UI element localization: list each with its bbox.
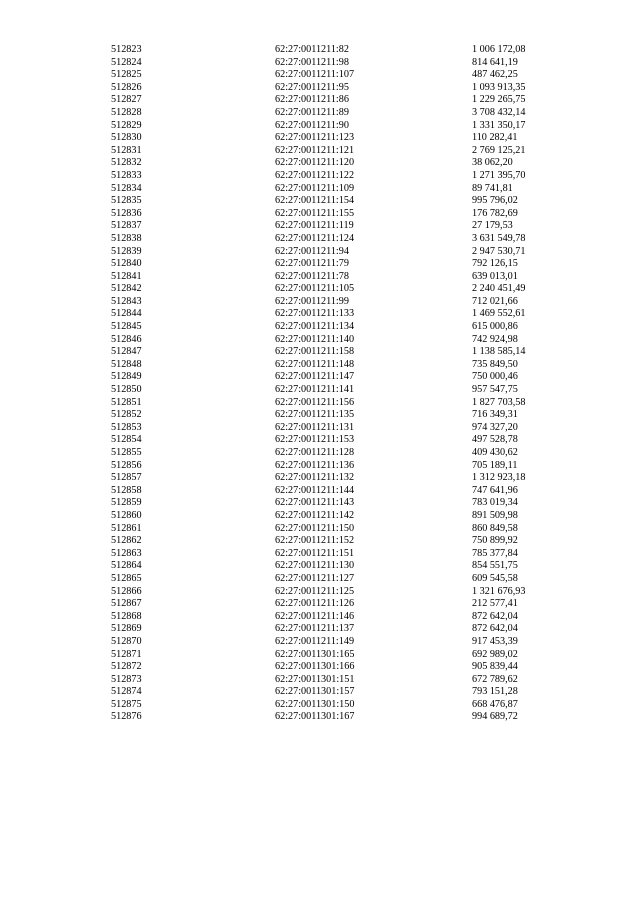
table-row (111, 233, 591, 246)
row-number-cell: 512826 (111, 81, 142, 93)
row-number-cell: 512848 (111, 358, 142, 370)
row-number-cell: 512856 (111, 459, 142, 471)
cadastral-number-cell: 62:27:0011211:122 (275, 169, 355, 181)
cadastral-value-cell: 891 509,98 (472, 509, 518, 521)
row-number-cell: 512868 (111, 610, 142, 622)
row-number-cell: 512864 (111, 560, 142, 572)
cadastral-value-table (111, 44, 591, 724)
row-number-cell: 512855 (111, 447, 142, 458)
cadastral-number-cell: 62:27:0011301:166 (275, 661, 355, 673)
table-row (111, 384, 591, 397)
cadastral-value-cell: 872 642,04 (472, 623, 518, 635)
row-number-cell: 512860 (111, 509, 142, 521)
row-number-cell: 512851 (111, 396, 142, 408)
cadastral-number-cell: 62:27:0011211:153 (275, 434, 355, 446)
row-number-cell: 512854 (111, 434, 142, 446)
cadastral-value-cell: 487 462,25 (472, 69, 518, 81)
row-number-cell: 512857 (111, 472, 142, 484)
cadastral-number-cell: 62:27:0011211:152 (275, 535, 355, 547)
cadastral-number-cell: 62:27:0011211:140 (275, 333, 355, 345)
table-row (111, 598, 591, 611)
cadastral-value-cell: 110 282,41 (472, 132, 518, 144)
cadastral-value-cell: 1 271 395,70 (472, 169, 526, 181)
table-row (111, 57, 591, 70)
cadastral-number-cell: 62:27:0011211:105 (275, 283, 355, 295)
table-row (111, 611, 591, 624)
row-number-cell: 512829 (111, 119, 142, 131)
cadastral-number-cell: 62:27:0011211:141 (275, 384, 355, 396)
table-row (111, 321, 591, 334)
cadastral-number-cell: 62:27:0011211:148 (275, 358, 355, 370)
table-row (111, 472, 591, 485)
table-row (111, 94, 591, 107)
row-number-cell: 512861 (111, 522, 142, 534)
cadastral-number-cell: 62:27:0011211:131 (275, 421, 355, 433)
table-row (111, 573, 591, 586)
table-row (111, 560, 591, 573)
cadastral-value-cell: 1 138 585,14 (472, 346, 526, 358)
table-row (111, 44, 591, 57)
table-row (111, 371, 591, 384)
cadastral-number-cell: 62:27:0011301:157 (275, 686, 355, 698)
row-number-cell: 512849 (111, 371, 142, 383)
cadastral-value-cell: 609 545,58 (472, 572, 518, 584)
cadastral-value-cell: 742 924,98 (472, 333, 518, 345)
table-row (111, 334, 591, 347)
cadastral-value-cell: 27 179,53 (472, 220, 513, 232)
cadastral-number-cell: 62:27:0011211:89 (275, 106, 349, 118)
table-row (111, 535, 591, 548)
cadastral-value-cell: 1 006 172,08 (472, 44, 526, 55)
table-row (111, 711, 591, 724)
row-number-cell: 512838 (111, 232, 142, 244)
cadastral-number-cell: 62:27:0011211:156 (275, 396, 355, 408)
table-row (111, 69, 591, 82)
table-row (111, 246, 591, 259)
row-number-cell: 512859 (111, 497, 142, 509)
row-number-cell: 512870 (111, 635, 142, 647)
cadastral-value-cell: 735 849,50 (472, 358, 518, 370)
cadastral-value-cell: 1 827 703,58 (472, 396, 526, 408)
table-row (111, 258, 591, 271)
row-number-cell: 512867 (111, 598, 142, 610)
table-row (111, 220, 591, 233)
cadastral-value-cell: 793 151,28 (472, 686, 518, 698)
table-row (111, 422, 591, 435)
cadastral-value-cell: 1 229 265,75 (472, 94, 526, 106)
row-number-cell: 512869 (111, 623, 142, 635)
table-row (111, 132, 591, 145)
table-row (111, 195, 591, 208)
cadastral-number-cell: 62:27:0011211:128 (275, 447, 355, 458)
row-number-cell: 512833 (111, 169, 142, 181)
cadastral-value-cell: 38 062,20 (472, 157, 513, 169)
cadastral-number-cell: 62:27:0011211:94 (275, 245, 349, 257)
row-number-cell: 512876 (111, 711, 142, 723)
cadastral-value-cell: 957 547,75 (472, 384, 518, 396)
row-number-cell: 512844 (111, 308, 142, 320)
cadastral-value-cell: 783 019,34 (472, 497, 518, 509)
row-number-cell: 512875 (111, 698, 142, 710)
cadastral-value-cell: 1 321 676,93 (472, 585, 526, 597)
cadastral-number-cell: 62:27:0011211:90 (275, 119, 349, 131)
cadastral-value-cell: 712 021,66 (472, 295, 518, 307)
cadastral-value-cell: 750 899,92 (472, 535, 518, 547)
cadastral-number-cell: 62:27:0011211:120 (275, 157, 355, 169)
cadastral-value-cell: 905 839,44 (472, 661, 518, 673)
table-row (111, 523, 591, 536)
row-number-cell: 512866 (111, 585, 142, 597)
cadastral-number-cell: 62:27:0011211:150 (275, 522, 355, 534)
cadastral-number-cell: 62:27:0011211:144 (275, 484, 355, 496)
row-number-cell: 512828 (111, 106, 142, 118)
table-row (111, 82, 591, 95)
table-row (111, 636, 591, 649)
cadastral-value-cell: 615 000,86 (472, 321, 518, 333)
row-number-cell: 512834 (111, 182, 142, 194)
row-number-cell: 512823 (111, 44, 142, 55)
cadastral-value-cell: 212 577,41 (472, 598, 518, 610)
cadastral-number-cell: 62:27:0011211:126 (275, 598, 355, 610)
table-row (111, 686, 591, 699)
table-row (111, 145, 591, 158)
table-row (111, 548, 591, 561)
row-number-cell: 512858 (111, 484, 142, 496)
cadastral-number-cell: 62:27:0011211:151 (275, 547, 355, 559)
table-row (111, 271, 591, 284)
row-number-cell: 512840 (111, 258, 142, 270)
row-number-cell: 512847 (111, 346, 142, 358)
row-number-cell: 512845 (111, 321, 142, 333)
cadastral-value-cell: 917 453,39 (472, 635, 518, 647)
cadastral-number-cell: 62:27:0011211:135 (275, 409, 355, 421)
cadastral-value-cell: 974 327,20 (472, 421, 518, 433)
row-number-cell: 512824 (111, 56, 142, 68)
cadastral-number-cell: 62:27:0011301:151 (275, 673, 355, 685)
table-row (111, 510, 591, 523)
cadastral-value-cell: 860 849,58 (472, 522, 518, 534)
cadastral-value-cell: 2 769 125,21 (472, 144, 526, 156)
cadastral-number-cell: 62:27:0011211:155 (275, 207, 355, 219)
cadastral-value-cell: 1 331 350,17 (472, 119, 526, 131)
row-number-cell: 512843 (111, 295, 142, 307)
table-row (111, 183, 591, 196)
cadastral-value-cell: 872 642,04 (472, 610, 518, 622)
cadastral-number-cell: 62:27:0011211:82 (275, 44, 349, 55)
row-number-cell: 512836 (111, 207, 142, 219)
row-number-cell: 512850 (111, 384, 142, 396)
table-row (111, 296, 591, 309)
cadastral-number-cell: 62:27:0011211:121 (275, 144, 355, 156)
row-number-cell: 512846 (111, 333, 142, 345)
table-row (111, 283, 591, 296)
table-row (111, 623, 591, 636)
cadastral-number-cell: 62:27:0011301:167 (275, 711, 355, 723)
row-number-cell: 512873 (111, 673, 142, 685)
cadastral-number-cell: 62:27:0011211:123 (275, 132, 355, 144)
cadastral-value-cell: 705 189,11 (472, 459, 518, 471)
row-number-cell: 512827 (111, 94, 142, 106)
cadastral-number-cell: 62:27:0011211:143 (275, 497, 355, 509)
cadastral-number-cell: 62:27:0011211:99 (275, 295, 349, 307)
table-row (111, 359, 591, 372)
row-number-cell: 512842 (111, 283, 142, 295)
table-row (111, 485, 591, 498)
cadastral-value-cell: 176 782,69 (472, 207, 518, 219)
table-row (111, 649, 591, 662)
cadastral-value-cell: 2 240 451,49 (472, 283, 526, 295)
row-number-cell: 512852 (111, 409, 142, 421)
cadastral-number-cell: 62:27:0011211:133 (275, 308, 355, 320)
cadastral-number-cell: 62:27:0011211:95 (275, 81, 349, 93)
cadastral-number-cell: 62:27:0011211:130 (275, 560, 355, 572)
table-row (111, 434, 591, 447)
table-row (111, 460, 591, 473)
table-row (111, 447, 591, 460)
table-row (111, 699, 591, 712)
cadastral-value-cell: 747 641,96 (472, 484, 518, 496)
cadastral-value-cell: 639 013,01 (472, 270, 518, 282)
cadastral-value-cell: 2 947 530,71 (472, 245, 526, 257)
cadastral-number-cell: 62:27:0011211:158 (275, 346, 355, 358)
cadastral-number-cell: 62:27:0011211:79 (275, 258, 349, 270)
table-row (111, 107, 591, 120)
cadastral-number-cell: 62:27:0011211:147 (275, 371, 355, 383)
cadastral-value-cell: 692 989,02 (472, 648, 518, 660)
cadastral-number-cell: 62:27:0011211:146 (275, 610, 355, 622)
cadastral-number-cell: 62:27:0011211:124 (275, 232, 355, 244)
row-number-cell: 512830 (111, 132, 142, 144)
table-row (111, 308, 591, 321)
cadastral-value-cell: 1 469 552,61 (472, 308, 526, 320)
cadastral-number-cell: 62:27:0011211:142 (275, 509, 355, 521)
cadastral-value-cell: 785 377,84 (472, 547, 518, 559)
row-number-cell: 512831 (111, 144, 142, 156)
table-row (111, 586, 591, 599)
cadastral-number-cell: 62:27:0011211:119 (275, 220, 354, 232)
cadastral-number-cell: 62:27:0011211:136 (275, 459, 355, 471)
cadastral-number-cell: 62:27:0011211:154 (275, 195, 355, 207)
row-number-cell: 512839 (111, 245, 142, 257)
cadastral-value-cell: 995 796,02 (472, 195, 518, 207)
row-number-cell: 512871 (111, 648, 142, 660)
cadastral-value-cell: 1 312 923,18 (472, 472, 526, 484)
row-number-cell: 512862 (111, 535, 142, 547)
row-number-cell: 512841 (111, 270, 142, 282)
table-row (111, 346, 591, 359)
cadastral-value-cell: 497 528,78 (472, 434, 518, 446)
row-number-cell: 512874 (111, 686, 142, 698)
row-number-cell: 512837 (111, 220, 142, 232)
cadastral-value-cell: 1 093 913,35 (472, 81, 526, 93)
table-row (111, 170, 591, 183)
cadastral-number-cell: 62:27:0011211:78 (275, 270, 349, 282)
row-number-cell: 512865 (111, 572, 142, 584)
table-row (111, 409, 591, 422)
cadastral-value-cell: 3 631 549,78 (472, 232, 526, 244)
cadastral-number-cell: 62:27:0011211:137 (275, 623, 355, 635)
table-row (111, 157, 591, 170)
table-row (111, 661, 591, 674)
row-number-cell: 512872 (111, 661, 142, 673)
row-number-cell: 512863 (111, 547, 142, 559)
cadastral-number-cell: 62:27:0011211:125 (275, 585, 355, 597)
table-row (111, 208, 591, 221)
row-number-cell: 512832 (111, 157, 142, 169)
cadastral-value-cell: 750 000,46 (472, 371, 518, 383)
row-number-cell: 512825 (111, 69, 142, 81)
cadastral-number-cell: 62:27:0011211:149 (275, 635, 355, 647)
cadastral-number-cell: 62:27:0011301:150 (275, 698, 355, 710)
cadastral-number-cell: 62:27:0011211:132 (275, 472, 355, 484)
cadastral-value-cell: 994 689,72 (472, 711, 518, 723)
cadastral-value-cell: 89 741,81 (472, 182, 513, 194)
cadastral-value-cell: 814 641,19 (472, 56, 518, 68)
cadastral-value-cell: 409 430,62 (472, 447, 518, 458)
cadastral-number-cell: 62:27:0011211:107 (275, 69, 355, 81)
table-row (111, 397, 591, 410)
table-row (111, 120, 591, 133)
cadastral-number-cell: 62:27:0011211:86 (275, 94, 349, 106)
row-number-cell: 512853 (111, 421, 142, 433)
cadastral-number-cell: 62:27:0011301:165 (275, 648, 355, 660)
table-row (111, 497, 591, 510)
cadastral-number-cell: 62:27:0011211:127 (275, 572, 355, 584)
row-number-cell: 512835 (111, 195, 142, 207)
cadastral-value-cell: 3 708 432,14 (472, 106, 526, 118)
table-row (111, 674, 591, 687)
cadastral-number-cell: 62:27:0011211:98 (275, 56, 349, 68)
cadastral-value-cell: 716 349,31 (472, 409, 518, 421)
cadastral-value-cell: 668 476,87 (472, 698, 518, 710)
cadastral-number-cell: 62:27:0011211:134 (275, 321, 355, 333)
cadastral-value-cell: 792 126,15 (472, 258, 518, 270)
cadastral-number-cell: 62:27:0011211:109 (275, 182, 355, 194)
cadastral-value-cell: 854 551,75 (472, 560, 518, 572)
cadastral-value-cell: 672 789,62 (472, 673, 518, 685)
